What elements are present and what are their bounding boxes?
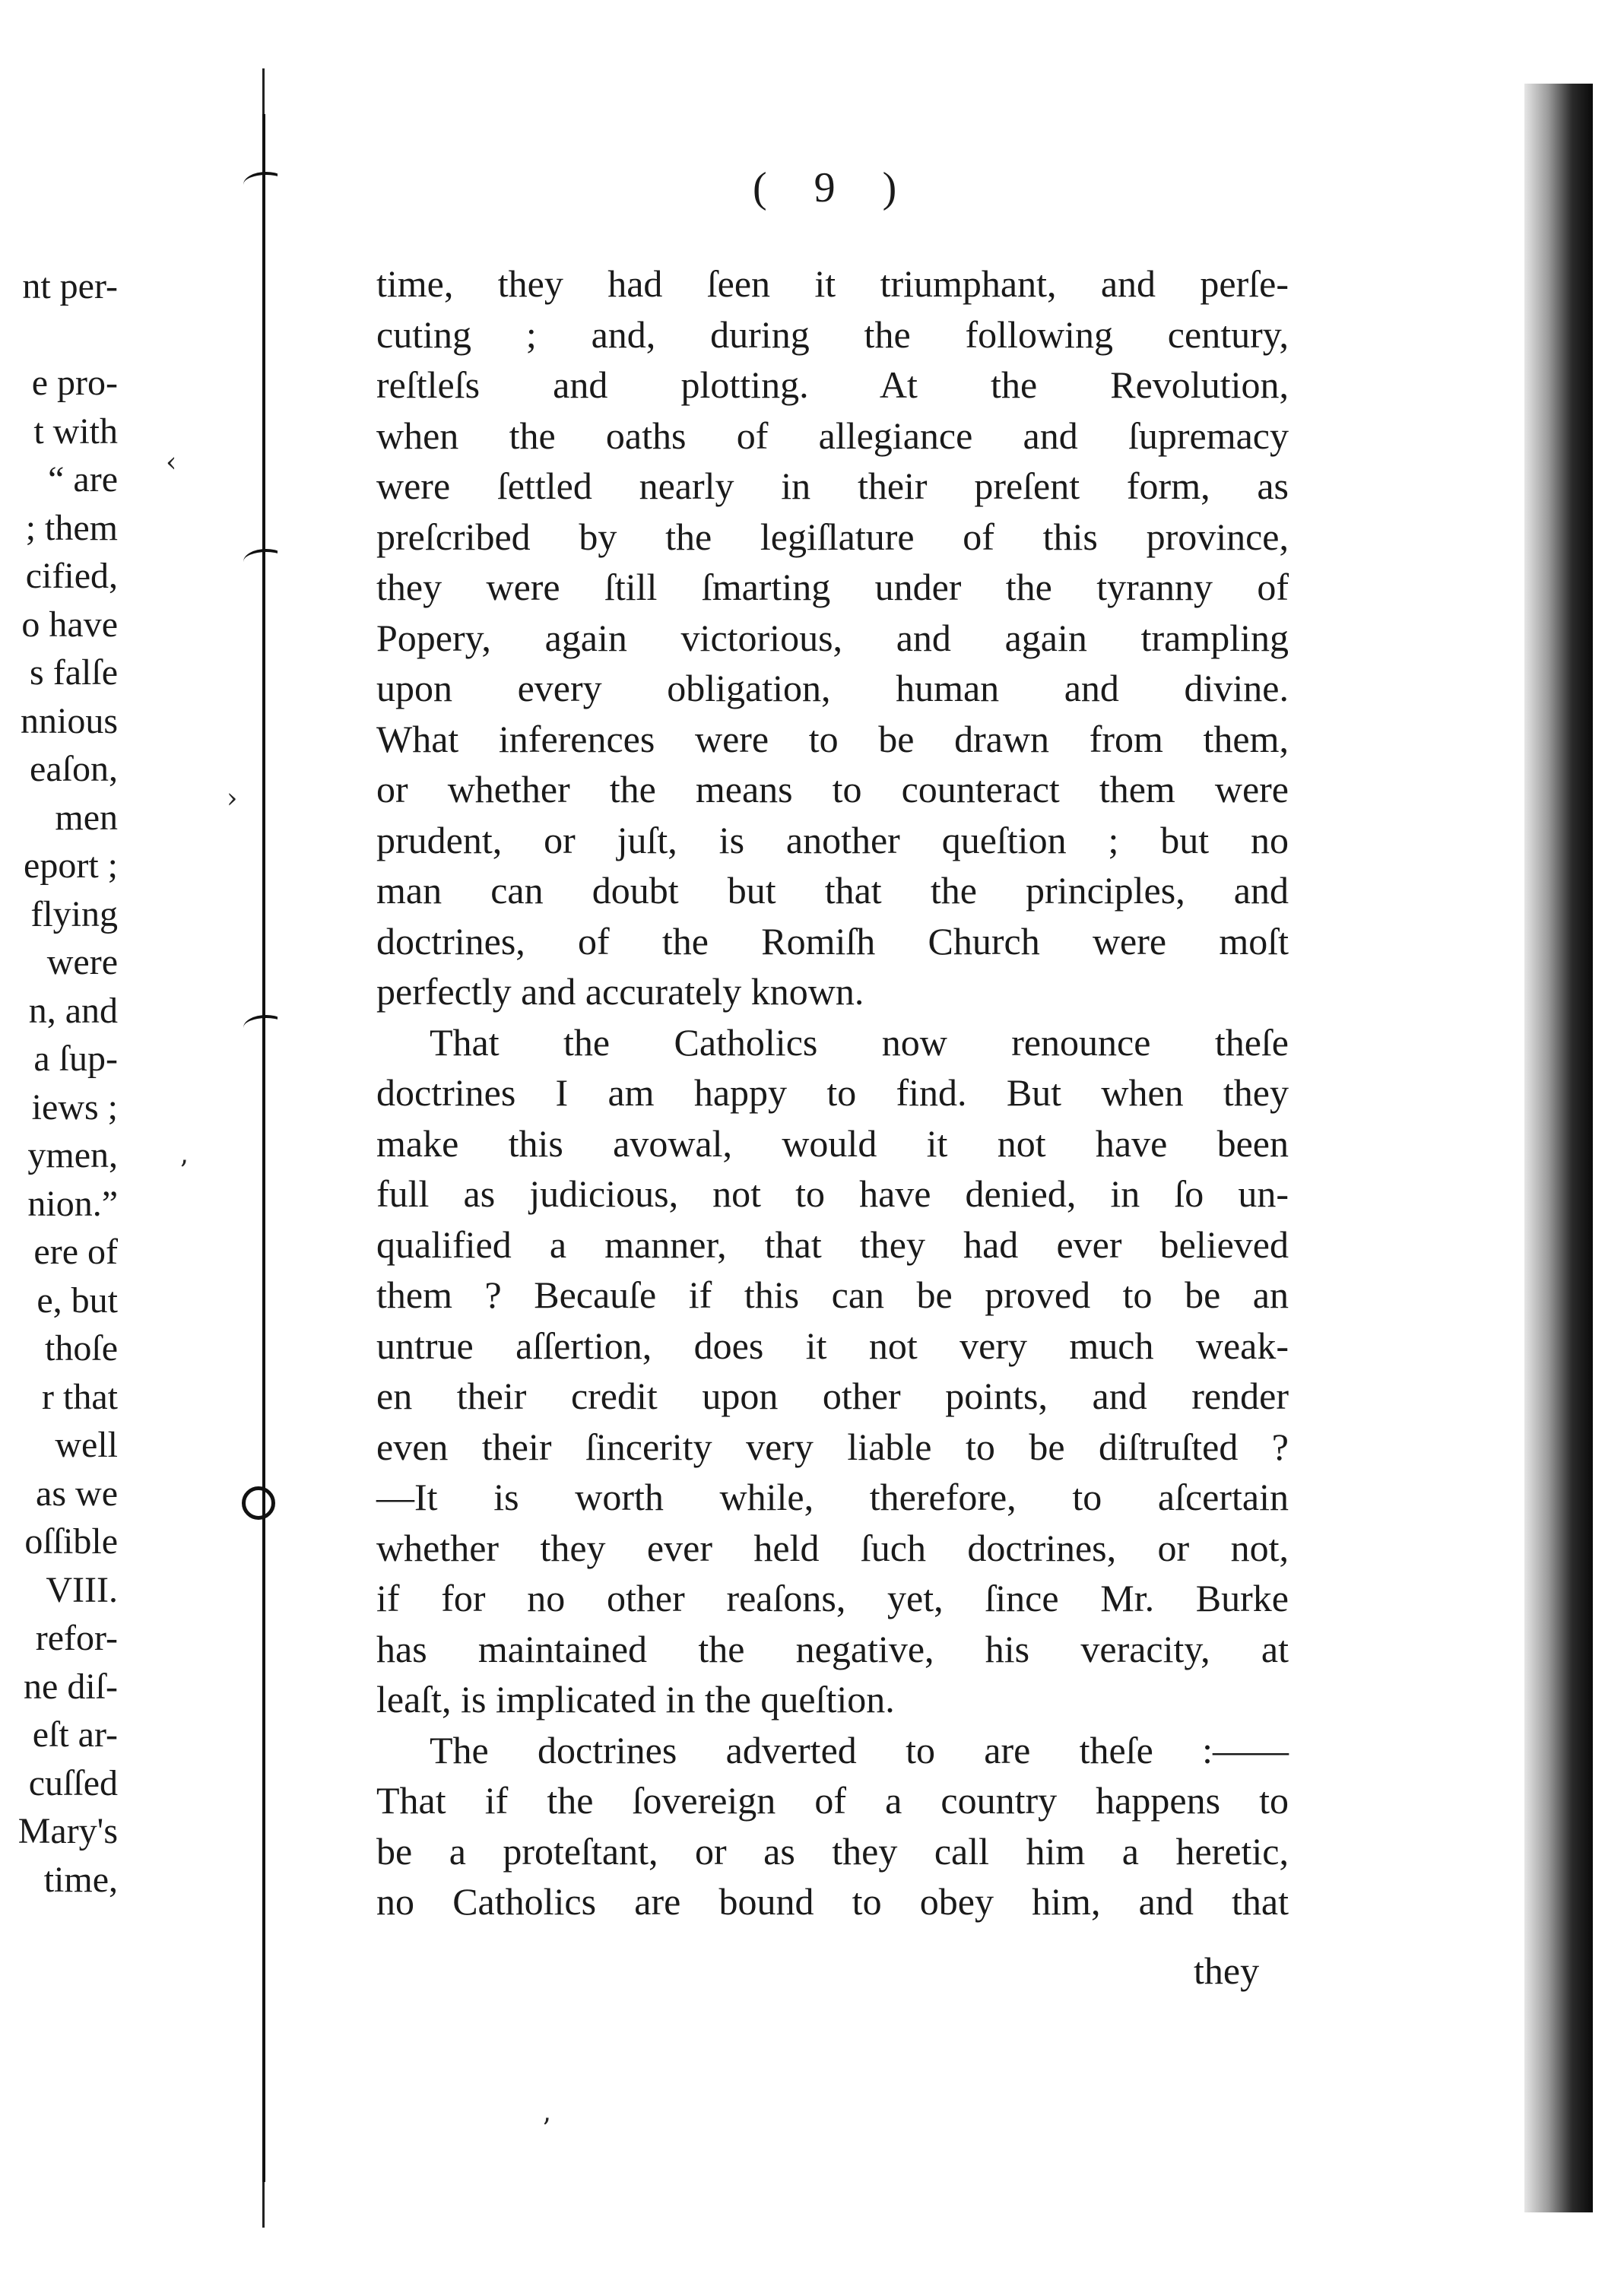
previous-page-line: e pro- [31,363,118,403]
page-number: ( 9 ) [753,164,915,211]
text-line: when the oaths of allegiance and ſupremacy [376,414,1289,457]
catchword: they [1194,1949,1260,1992]
text-line: upon every obligation, human and divine. [376,667,1289,709]
text-line: if for no other reaſons, yet, ſince Mr. Burke [376,1577,1289,1619]
previous-page-line: ere of [33,1232,118,1272]
previous-page-line: n, and [28,990,118,1031]
previous-page-line: time, [43,1859,118,1900]
text-line: whether they ever held ſuch doctrines, or not, [376,1526,1289,1569]
previous-page-line: nt per- [22,266,118,306]
previous-page-line: eport ; [24,845,118,886]
text-line: reſtleſs and plotting. At the Revolution, [376,363,1289,406]
previous-page-line: “ are [48,459,118,500]
text-line: prudent, or juſt, is another queſtion ; but no [376,818,1289,861]
previous-page-line: nnious [20,700,118,741]
previous-page-line: nion.” [27,1183,118,1224]
text-line: The doctrines adverted to are theſe :—— [430,1728,1289,1771]
previous-page [0,68,265,2228]
previous-page-line: were [46,942,118,982]
previous-page-line: cified, [25,556,118,596]
text-line: perfectly and accurately known. [376,970,864,1013]
text-line: has maintained the negative, his veracity, at [376,1627,1289,1670]
previous-page-line: iews ; [31,1086,118,1127]
previous-page-text [18,262,118,1904]
previous-page-line: well [55,1425,118,1465]
ink-mark: › [227,783,238,814]
text-line: untrue aſſertion, does it not very much weak- [376,1324,1289,1367]
previous-page-line: eſt ar- [32,1714,118,1755]
previous-page-line: flying [30,893,118,934]
previous-page-line: e, but [36,1280,118,1321]
text-line: That the Catholics now renounce theſe [430,1020,1289,1064]
previous-page-line: o have [21,604,118,645]
text-line: doctrines, of the Romiſh Church were moſt [376,919,1289,963]
previous-page-line: a ſup- [33,1039,118,1079]
text-line: even their ſincerity very liable to be diſtruſted ? [376,1425,1289,1468]
previous-page-line: Mary's [17,1811,118,1851]
previous-page-line: ; them [25,507,118,548]
text-line: leaſt, is implicated in the queſtion. [376,1678,895,1721]
text-line: make this avowal, would it not have been [376,1121,1289,1165]
text-line: That if the ſovereign of a country happens to [376,1779,1289,1822]
ink-mark: ‹ [166,447,177,478]
previous-page-line: VIII. [46,1569,118,1610]
ink-mark: ’ [179,1156,189,1187]
text-line: them ? Becauſe if this can be proved to be an [376,1273,1289,1316]
text-line: were ſettled nearly in their preſent form, as [376,465,1289,507]
text-line: What inferences were to be drawn from them, [376,717,1289,760]
text-line: qualified a manner, that they had ever believed [376,1223,1289,1266]
page-text-block [376,258,1289,1927]
previous-page-line: cuſſed [28,1762,118,1803]
text-line: or whether the means to counteract them were [376,768,1289,810]
text-line: man can doubt but that the principles, and [376,869,1289,912]
text-line: be a proteſtant, or as they call him a heretic, [376,1829,1289,1873]
previous-page-line: ne diſ- [24,1666,118,1707]
text-line: full as judicious, not to have denied, in ſo un- [376,1172,1289,1215]
text-line: doctrines I am happy to find. But when they [376,1071,1289,1114]
ink-mark: ’ [542,2114,551,2145]
previous-page-line: t with [33,411,118,452]
text-line: preſcribed by the legiſlature of this province, [376,515,1289,558]
previous-page-line: s falſe [30,652,118,693]
previous-page-line: men [55,797,118,838]
text-line: time, they had ſeen it triumphant, and perſe- [376,262,1289,305]
text-line: cuting ; and, during the following century, [376,312,1289,356]
text-line: no Catholics are bound to obey him, and that [376,1880,1289,1923]
page-edge [1524,84,1593,2212]
text-line: they were ſtill ſmarting under the tyranny of [376,566,1289,608]
text-line: —It is worth while, therefore, to aſcertain [376,1476,1289,1518]
previous-page-line: as we [36,1473,118,1514]
previous-page-line: refor- [35,1618,118,1658]
text-line: en their credit upon other points, and render [376,1375,1289,1417]
previous-page-line: r that [42,1376,118,1417]
previous-page-line: oſſible [24,1521,118,1562]
previous-page-line: eaſon, [30,749,118,789]
previous-page-line [18,311,118,360]
text-line: Popery, again victorious, and again trampling [376,616,1289,659]
previous-page-line: thoſe [45,1328,118,1369]
previous-page-line: ymen, [27,1135,118,1175]
binding-knot [242,1486,275,1520]
